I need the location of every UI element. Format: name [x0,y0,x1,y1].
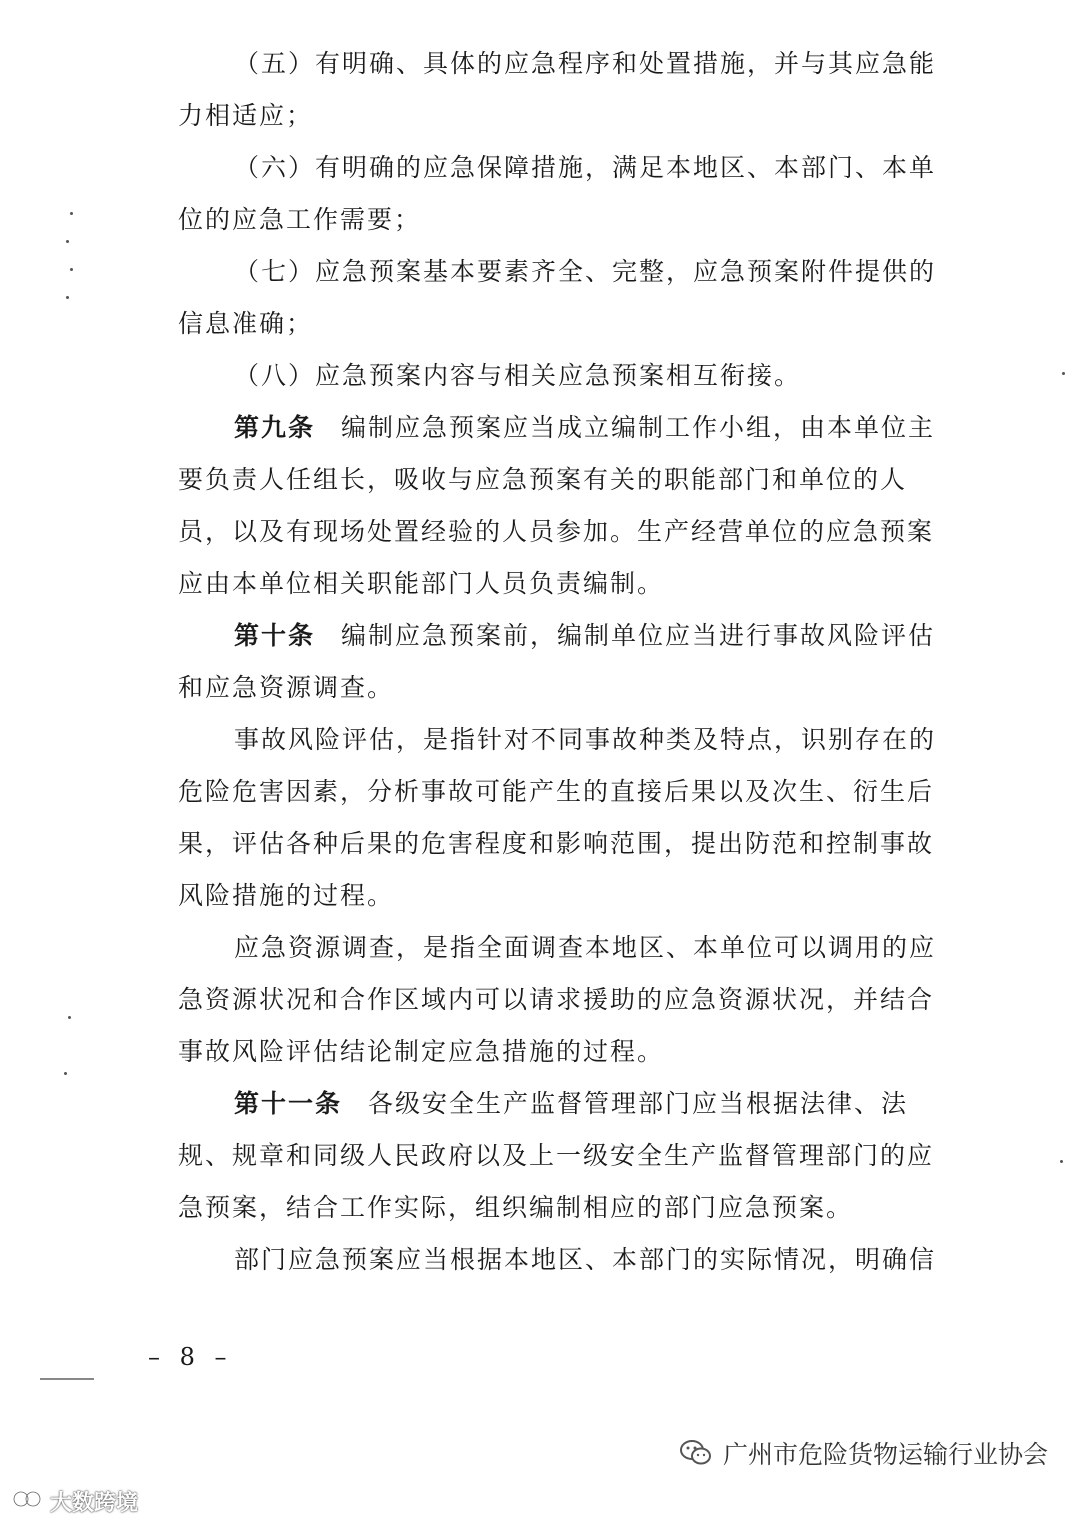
watermark-text: 广州市危险货物运输行业协会 [722,1440,1048,1469]
text-line: （六）有明确的应急保障措施，满足本地区、本部门、本单 [234,153,937,182]
article-11-heading-line: 第十一条 各级安全生产监督管理部门应当根据法律、法 [234,1089,909,1118]
scan-artifact [66,296,69,299]
text-line: 规、规章和同级人民政府以及上一级安全生产监督管理部门的应 [178,1141,935,1170]
scan-artifact [70,268,73,271]
article-number: 第十一条 [234,1089,343,1118]
text-line: 事故风险评估结论制定应急措施的过程。 [178,1037,665,1066]
text-line: 位的应急工作需要； [178,205,422,234]
body-text [178,38,958,1286]
text-line: （五）有明确、具体的应急程序和处置措施，并与其应急能 [234,49,937,78]
scan-artifact [64,1072,67,1075]
text-line: 事故风险评估，是指针对不同事故种类及特点，识别存在的 [234,725,937,754]
text-line: （八）应急预案内容与相关应急预案相互衔接。 [234,361,802,390]
article-10-heading-line: 第十条 编制应急预案前，编制单位应当进行事故风险评估 [234,621,936,650]
article-number: 第十条 [234,621,316,650]
text-line: 风险措施的过程。 [178,881,395,910]
text-line: 应由本单位相关职能部门人员负责编制。 [178,569,665,598]
page-number: – 8 – [148,1343,233,1371]
wechat-watermark [679,1435,1048,1471]
text-line: 要负责人任组长，吸收与应急预案有关的职能部门和单位的人 [178,465,908,494]
text-line: 急预案，结合工作实际，组织编制相应的部门应急预案。 [178,1193,854,1222]
text-line: 急资源状况和合作区域内可以请求援助的应急资源状况，并结合 [178,985,935,1014]
scan-artifact [66,240,69,243]
article-9-heading-line: 第九条 编制应急预案应当成立编制工作小组，由本单位主 [234,413,936,442]
text-line: 部门应急预案应当根据本地区、本部门的实际情况，明确信 [234,1245,937,1274]
text-line: （七）应急预案基本要素齐全、完整，应急预案附件提供的 [234,257,937,286]
wechat-icon [679,1436,713,1470]
corner-watermark [12,1486,138,1517]
text-line: 力相适应； [178,101,314,130]
brand-logo-icon [12,1487,46,1517]
text-line: 应急资源调查，是指全面调查本地区、本单位可以调用的应 [234,933,937,962]
text-line: 果，评估各种后果的危害程度和影响范围，提出防范和控制事故 [178,829,935,858]
scan-artifact [1062,372,1065,375]
text-line: 和应急资源调查。 [178,673,395,702]
text-line: 危险危害因素，分析事故可能产生的直接后果以及次生、衍生后 [178,777,935,806]
article-number: 第九条 [234,413,316,442]
scan-artifact [68,1016,71,1019]
scan-artifact [70,212,73,215]
scan-artifact [40,1378,94,1380]
corner-mark-text: 大数跨境 [50,1491,139,1516]
scan-artifact [1060,1160,1063,1163]
text-line: 信息准确； [178,309,314,338]
text-line: 员，以及有现场处置经验的人员参加。生产经营单位的应急预案 [178,517,935,546]
